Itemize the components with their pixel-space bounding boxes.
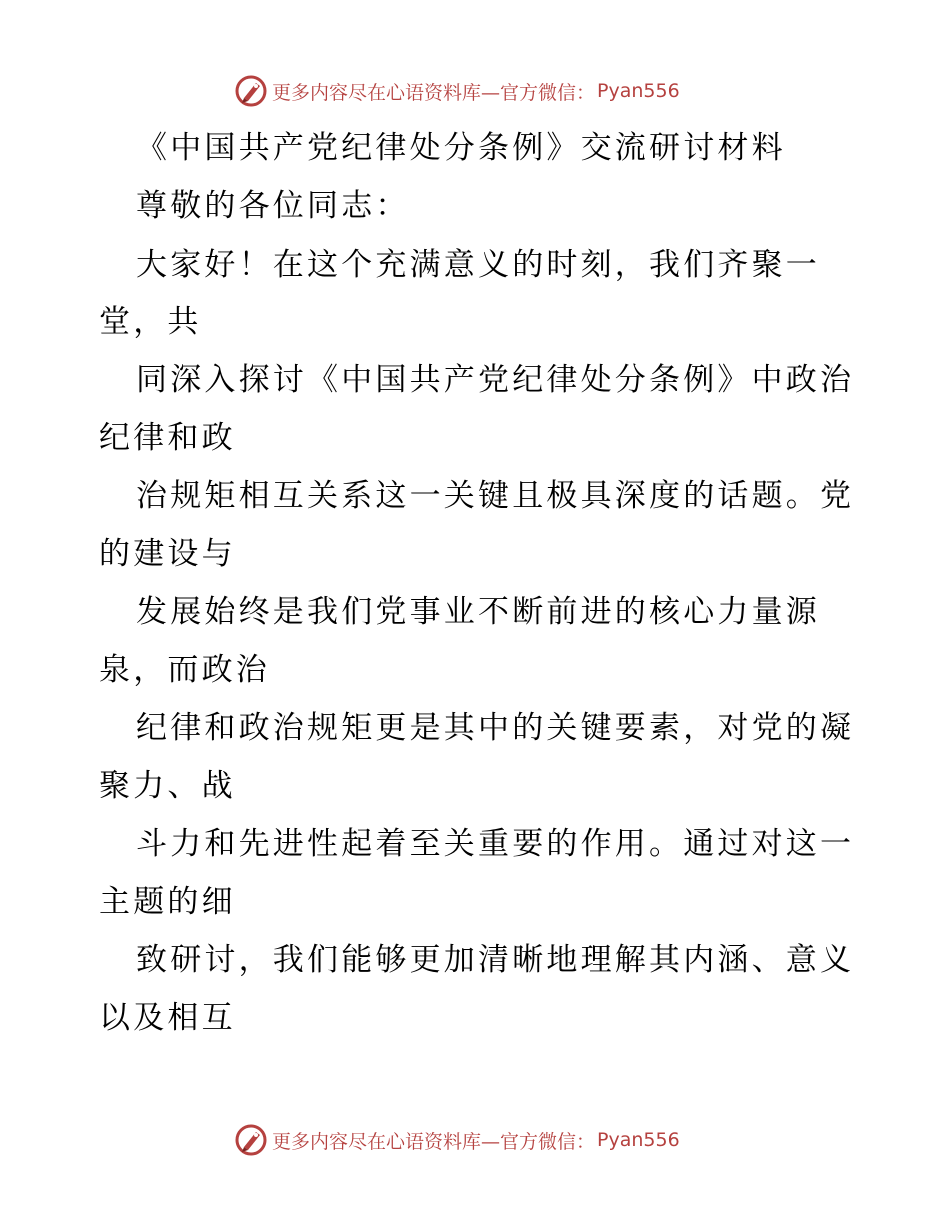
text-line: 大家好！在这个充满意义的时刻，我们齐聚一	[136, 247, 820, 283]
header-watermark	[234, 74, 680, 108]
watermark-text: 更多内容尽在心语资料库—官方微信：	[272, 81, 596, 104]
footer-watermark	[234, 1123, 680, 1157]
pen-logo-icon	[234, 74, 268, 108]
watermark-wechat-id: Pyan556	[597, 1129, 680, 1151]
text-line: 主题的细	[99, 884, 236, 920]
text-line: 发展始终是我们党事业不断前进的核心力量源	[136, 594, 820, 630]
text-line: 以及相互	[99, 1000, 236, 1036]
text-line: 同深入探讨《中国共产党纪律处分条例》中政治	[136, 362, 855, 398]
watermark-wechat-id: Pyan556	[597, 80, 680, 102]
text-line: 致研讨，我们能够更加清晰地理解其内涵、意义	[136, 942, 855, 978]
text-line: 纪律和政	[99, 420, 236, 456]
watermark-text: 更多内容尽在心语资料库—官方微信：	[272, 1130, 596, 1153]
text-line: 治规矩相互关系这一关键且极具深度的话题。党	[136, 478, 855, 514]
text-line: 泉，而政治	[99, 652, 270, 688]
text-line: 的建设与	[99, 536, 236, 572]
text-line: 聚力、战	[99, 768, 236, 804]
pen-logo-icon	[234, 1123, 268, 1157]
text-line: 斗力和先进性起着至关重要的作用。通过对这一	[136, 826, 855, 862]
text-line: 堂，共	[99, 304, 202, 340]
document-title: 《中国共产党纪律处分条例》交流研讨材料	[136, 130, 786, 166]
text-line: 纪律和政治规矩更是其中的关键要素，对党的凝	[136, 710, 855, 746]
text-line: 尊敬的各位同志：	[136, 188, 410, 224]
